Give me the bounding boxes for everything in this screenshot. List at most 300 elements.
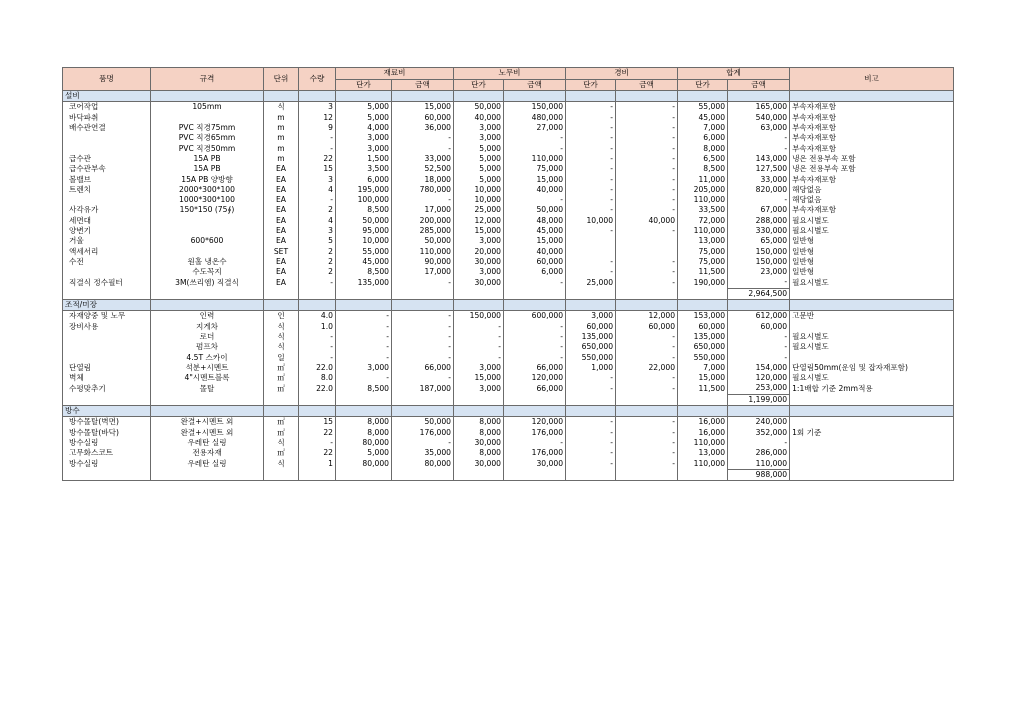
cell-qty: 22.0	[299, 383, 336, 394]
cell-expense-unit-price: -	[566, 458, 616, 469]
cell-unit: ㎡	[264, 417, 299, 428]
cell-material-unit-price: 1,500	[336, 154, 392, 164]
cell-name: 거울	[63, 236, 151, 246]
cell-total-amount: 612,000	[728, 311, 790, 322]
cell-labor-amount: -	[504, 143, 566, 153]
cell-spec: 수도꼭지	[151, 267, 264, 277]
cell-material-amount: -	[392, 342, 454, 352]
cell-unit: EA	[264, 277, 299, 288]
cell-unit: EA	[264, 236, 299, 246]
cell-labor-unit-price: -	[454, 352, 504, 362]
cell-expense-unit-price: -	[566, 373, 616, 383]
cell-name: 직결식 정수필터	[63, 277, 151, 288]
header-total: 합계	[678, 68, 790, 80]
cell-expense-unit-price: -	[566, 417, 616, 428]
cell-unit: EA	[264, 174, 299, 184]
estimate-table	[62, 67, 954, 481]
cell-labor-unit-price: 40,000	[454, 113, 504, 123]
cell-expense-unit-price: -	[566, 113, 616, 123]
cell-expense-amount: -	[616, 458, 678, 469]
cell-spec: PVC 직경75mm	[151, 123, 264, 133]
cell-labor-amount: 120,000	[504, 417, 566, 428]
cell-name: 급수관부속	[63, 164, 151, 174]
cell-note	[790, 322, 954, 332]
subtotal-empty-cell	[616, 469, 678, 480]
subtotal-empty-cell	[678, 394, 728, 405]
cell-unit: m	[264, 113, 299, 123]
section-header-empty-cell	[454, 91, 504, 102]
cell-name: 수평맞추기	[63, 383, 151, 394]
cell-expense-unit-price: -	[566, 154, 616, 164]
cell-note: 부속자재포함	[790, 123, 954, 133]
cell-labor-amount: -	[504, 438, 566, 448]
section-header-row	[63, 299, 954, 310]
cell-material-unit-price: 3,000	[336, 133, 392, 143]
section-title: 방수	[63, 405, 151, 416]
cell-spec: 완결+시멘트 외	[151, 417, 264, 428]
table-row	[63, 428, 954, 438]
table-row	[63, 383, 954, 394]
section-header-empty-cell	[566, 405, 616, 416]
cell-spec: PVC 직경65mm	[151, 133, 264, 143]
cell-note: 필요시별도	[790, 342, 954, 352]
cell-unit: 식	[264, 458, 299, 469]
cell-labor-unit-price: 15,000	[454, 226, 504, 236]
cell-qty: 2	[299, 267, 336, 277]
cell-qty: -	[299, 342, 336, 352]
cell-name: 트렌치	[63, 185, 151, 195]
cell-total-amount: 240,000	[728, 417, 790, 428]
cell-labor-unit-price: 3,000	[454, 123, 504, 133]
cell-spec: 전용자재	[151, 448, 264, 458]
cell-expense-amount: -	[616, 113, 678, 123]
table-row	[63, 373, 954, 383]
table-row	[63, 363, 954, 373]
cell-material-unit-price: 8,500	[336, 267, 392, 277]
cell-qty: 4	[299, 216, 336, 226]
table-row	[63, 267, 954, 277]
cell-expense-unit-price: -	[566, 164, 616, 174]
cell-total-amount: 820,000	[728, 185, 790, 195]
cell-spec: 2000*300*100	[151, 185, 264, 195]
cell-expense-amount: 12,000	[616, 311, 678, 322]
section-header-row	[63, 405, 954, 416]
table-row	[63, 133, 954, 143]
cell-unit: SET	[264, 246, 299, 256]
subtotal-row	[63, 394, 954, 405]
cell-material-amount: -	[392, 277, 454, 288]
table-row	[63, 236, 954, 246]
section-header-empty-cell	[616, 91, 678, 102]
cell-total-unit-price: 72,000	[678, 216, 728, 226]
cell-expense-unit-price	[566, 246, 616, 256]
cell-total-unit-price: 7,000	[678, 123, 728, 133]
cell-material-amount: 90,000	[392, 257, 454, 267]
cell-spec	[151, 246, 264, 256]
cell-material-unit-price: 95,000	[336, 226, 392, 236]
cell-expense-unit-price: 1,000	[566, 363, 616, 373]
cell-spec: 105mm	[151, 102, 264, 113]
section-header-empty-cell	[454, 405, 504, 416]
cell-material-amount: 17,000	[392, 205, 454, 215]
table-row	[63, 458, 954, 469]
cell-note: 해당없음	[790, 185, 954, 195]
cell-material-amount: -	[392, 322, 454, 332]
cell-name	[63, 342, 151, 352]
cell-total-amount: 286,000	[728, 448, 790, 458]
section-header-empty-cell	[454, 299, 504, 310]
cell-material-unit-price: 10,000	[336, 236, 392, 246]
cell-expense-amount: -	[616, 143, 678, 153]
cell-total-amount: 127,500	[728, 164, 790, 174]
cell-note: 필요시별도	[790, 226, 954, 236]
subtotal-empty-cell	[63, 394, 151, 405]
cell-expense-unit-price: -	[566, 195, 616, 205]
cell-spec: 1000*300*100	[151, 195, 264, 205]
cell-labor-amount: 48,000	[504, 216, 566, 226]
section-header-empty-cell	[151, 405, 264, 416]
table-body	[63, 91, 954, 481]
cell-material-unit-price: 195,000	[336, 185, 392, 195]
cell-material-amount: -	[392, 133, 454, 143]
cell-expense-amount: 40,000	[616, 216, 678, 226]
header-spec: 규격	[151, 68, 264, 91]
cell-total-amount: 143,000	[728, 154, 790, 164]
cell-total-unit-price: 15,000	[678, 373, 728, 383]
cell-note: 부속자재포함	[790, 102, 954, 113]
cell-spec: 3M(쓰리엠) 직결식	[151, 277, 264, 288]
cell-labor-unit-price: 5,000	[454, 143, 504, 153]
subtotal-amount: 988,000	[728, 469, 790, 480]
cell-material-unit-price: 50,000	[336, 216, 392, 226]
cell-material-unit-price: 5,000	[336, 448, 392, 458]
cell-material-amount: -	[392, 311, 454, 322]
cell-material-amount: -	[392, 352, 454, 362]
cell-spec: 우레탄 실링	[151, 458, 264, 469]
header-qty: 수량	[299, 68, 336, 91]
cell-note: 고문반	[790, 311, 954, 322]
cell-material-amount: 52,500	[392, 164, 454, 174]
cell-expense-unit-price: -	[566, 185, 616, 195]
cell-unit: m	[264, 154, 299, 164]
cell-qty: 2	[299, 246, 336, 256]
subtotal-empty-cell	[299, 394, 336, 405]
cell-name: 액세서리	[63, 246, 151, 256]
cell-expense-amount: -	[616, 332, 678, 342]
cell-total-amount: 23,000	[728, 267, 790, 277]
subtotal-empty-cell	[454, 394, 504, 405]
cell-note: 일반형	[790, 236, 954, 246]
cell-total-unit-price: 55,000	[678, 102, 728, 113]
cell-material-amount: 33,000	[392, 154, 454, 164]
cell-expense-unit-price: -	[566, 438, 616, 448]
cell-material-unit-price: 5,000	[336, 102, 392, 113]
cell-expense-unit-price: -	[566, 383, 616, 394]
cell-total-unit-price: 45,000	[678, 113, 728, 123]
section-header-empty-cell	[299, 299, 336, 310]
cell-total-amount: 65,000	[728, 236, 790, 246]
cell-material-amount: 35,000	[392, 448, 454, 458]
cell-qty: 22.0	[299, 363, 336, 373]
cell-total-unit-price: 190,000	[678, 277, 728, 288]
table-row	[63, 123, 954, 133]
cell-expense-unit-price: 650,000	[566, 342, 616, 352]
cell-material-amount: -	[392, 373, 454, 383]
cell-total-amount: 253,000	[728, 383, 790, 394]
cell-unit: EA	[264, 185, 299, 195]
cell-material-amount: 60,000	[392, 113, 454, 123]
cell-name: 코어작업	[63, 102, 151, 113]
cell-material-amount: 176,000	[392, 428, 454, 438]
cell-name	[63, 195, 151, 205]
header-name: 품명	[63, 68, 151, 91]
subtotal-empty-cell	[264, 394, 299, 405]
cell-labor-unit-price: 3,000	[454, 236, 504, 246]
table-row	[63, 143, 954, 153]
cell-unit: 식	[264, 342, 299, 352]
cell-material-unit-price: 8,000	[336, 428, 392, 438]
cell-note: 일반형	[790, 267, 954, 277]
cell-labor-unit-price: 30,000	[454, 438, 504, 448]
table-row	[63, 438, 954, 448]
cell-expense-amount: -	[616, 123, 678, 133]
cell-unit: EA	[264, 257, 299, 267]
table-row	[63, 322, 954, 332]
cell-material-unit-price: 4,000	[336, 123, 392, 133]
section-header-empty-cell	[678, 405, 728, 416]
subtotal-empty-cell	[392, 288, 454, 299]
cell-expense-unit-price: 10,000	[566, 216, 616, 226]
section-header-empty-cell	[504, 405, 566, 416]
cell-spec: 로더	[151, 332, 264, 342]
cell-unit: 일	[264, 352, 299, 362]
cell-qty: 22	[299, 428, 336, 438]
cell-name: 방수몰탈(벽면)	[63, 417, 151, 428]
subtotal-empty-cell	[504, 469, 566, 480]
section-header-empty-cell	[566, 91, 616, 102]
section-header-empty-cell	[151, 299, 264, 310]
section-header-empty-cell	[728, 299, 790, 310]
cell-expense-unit-price: -	[566, 102, 616, 113]
header-material-unit-price: 단가	[336, 79, 392, 91]
cell-total-unit-price: 60,000	[678, 322, 728, 332]
cell-unit: ㎡	[264, 363, 299, 373]
cell-labor-amount: 120,000	[504, 373, 566, 383]
subtotal-empty-cell	[504, 394, 566, 405]
cell-labor-amount: 60,000	[504, 257, 566, 267]
header-expense-unit-price: 단가	[566, 79, 616, 91]
cell-labor-unit-price: 3,000	[454, 267, 504, 277]
cell-qty: 8.0	[299, 373, 336, 383]
cell-total-amount: 150,000	[728, 246, 790, 256]
cell-note: 부속자재포함	[790, 133, 954, 143]
cell-spec: 4"시멘트블록	[151, 373, 264, 383]
table-row	[63, 164, 954, 174]
cell-labor-amount: 66,000	[504, 383, 566, 394]
cell-material-amount: 66,000	[392, 363, 454, 373]
subtotal-row	[63, 469, 954, 480]
cell-material-amount: 187,000	[392, 383, 454, 394]
section-header-empty-cell	[392, 405, 454, 416]
cell-labor-unit-price: 8,000	[454, 417, 504, 428]
cell-spec: 지게차	[151, 322, 264, 332]
cell-labor-unit-price: 30,000	[454, 458, 504, 469]
section-header-empty-cell	[392, 91, 454, 102]
cell-material-amount: -	[392, 143, 454, 153]
cell-labor-amount: 40,000	[504, 185, 566, 195]
cell-total-unit-price: 75,000	[678, 257, 728, 267]
subtotal-empty-cell	[678, 469, 728, 480]
cell-unit: 식	[264, 438, 299, 448]
subtotal-empty-cell	[392, 469, 454, 480]
cell-expense-amount: -	[616, 267, 678, 277]
subtotal-empty-cell	[264, 469, 299, 480]
cell-note	[790, 438, 954, 448]
section-header-empty-cell	[336, 405, 392, 416]
cell-name: 방수실링	[63, 458, 151, 469]
cell-spec: 4.5T 스카이	[151, 352, 264, 362]
header-expense-amount: 금액	[616, 79, 678, 91]
subtotal-empty-cell	[299, 469, 336, 480]
cell-material-amount: -	[392, 195, 454, 205]
cell-total-unit-price: 110,000	[678, 438, 728, 448]
header-total-unit-price: 단가	[678, 79, 728, 91]
subtotal-empty-cell	[504, 288, 566, 299]
cell-expense-amount: -	[616, 102, 678, 113]
subtotal-empty-cell	[790, 394, 954, 405]
cell-material-unit-price: -	[336, 332, 392, 342]
cell-unit: m	[264, 143, 299, 153]
cell-expense-unit-price: -	[566, 428, 616, 438]
cell-material-amount: 285,000	[392, 226, 454, 236]
cell-qty: 15	[299, 417, 336, 428]
cell-total-amount: -	[728, 133, 790, 143]
cell-labor-unit-price: 12,000	[454, 216, 504, 226]
cell-total-unit-price: 11,500	[678, 267, 728, 277]
cell-labor-unit-price: -	[454, 342, 504, 352]
cell-labor-unit-price: 8,000	[454, 448, 504, 458]
subtotal-empty-cell	[566, 288, 616, 299]
cell-spec	[151, 113, 264, 123]
cell-note: 해당없음	[790, 195, 954, 205]
cell-name	[63, 133, 151, 143]
section-header-empty-cell	[728, 405, 790, 416]
cell-labor-unit-price: -	[454, 322, 504, 332]
cell-name	[63, 267, 151, 277]
cell-labor-amount: -	[504, 342, 566, 352]
cell-name	[63, 332, 151, 342]
cell-note: 냉온 전용부속 포함	[790, 154, 954, 164]
cell-expense-amount: 60,000	[616, 322, 678, 332]
cell-labor-amount: 30,000	[504, 458, 566, 469]
cell-spec: 인력	[151, 311, 264, 322]
cell-total-unit-price: 13,000	[678, 236, 728, 246]
cell-material-unit-price: 5,000	[336, 113, 392, 123]
table-row	[63, 257, 954, 267]
header-total-amount: 금액	[728, 79, 790, 91]
section-header-empty-cell	[790, 405, 954, 416]
table-row	[63, 185, 954, 195]
section-header-empty-cell	[616, 405, 678, 416]
cell-expense-unit-price: 135,000	[566, 332, 616, 342]
subtotal-amount: 2,964,500	[728, 288, 790, 299]
cell-labor-unit-price: 5,000	[454, 154, 504, 164]
cell-total-unit-price: 8,000	[678, 143, 728, 153]
cell-note: 부속자재포함	[790, 205, 954, 215]
cell-total-unit-price: 33,500	[678, 205, 728, 215]
cell-expense-amount: -	[616, 277, 678, 288]
header-material: 재료비	[336, 68, 454, 80]
cell-labor-unit-price: 8,000	[454, 428, 504, 438]
cell-labor-amount: -	[504, 332, 566, 342]
cell-unit: EA	[264, 226, 299, 236]
table-row	[63, 174, 954, 184]
cell-material-unit-price: 8,000	[336, 417, 392, 428]
cell-labor-amount: 45,000	[504, 226, 566, 236]
cell-material-amount: 18,000	[392, 174, 454, 184]
subtotal-empty-cell	[264, 288, 299, 299]
subtotal-empty-cell	[790, 469, 954, 480]
cell-note: 1회 기준	[790, 428, 954, 438]
cell-material-unit-price: -	[336, 352, 392, 362]
cell-name: 배수관연결	[63, 123, 151, 133]
cell-material-unit-price: 100,000	[336, 195, 392, 205]
cell-qty: 22	[299, 448, 336, 458]
cell-qty: 9	[299, 123, 336, 133]
cell-labor-amount: -	[504, 352, 566, 362]
cell-qty: -	[299, 352, 336, 362]
cell-total-amount: -	[728, 342, 790, 352]
cell-material-amount: -	[392, 332, 454, 342]
cell-material-unit-price: 3,000	[336, 143, 392, 153]
subtotal-row	[63, 288, 954, 299]
table-row	[63, 342, 954, 352]
cell-total-amount: 63,000	[728, 123, 790, 133]
cell-material-unit-price: 8,500	[336, 205, 392, 215]
cell-material-amount: 110,000	[392, 246, 454, 256]
cell-expense-amount: -	[616, 383, 678, 394]
cell-spec: 150*150 (75∮)	[151, 205, 264, 215]
section-header-empty-cell	[336, 91, 392, 102]
cell-total-unit-price: 110,000	[678, 195, 728, 205]
cell-qty: 22	[299, 154, 336, 164]
cell-unit: 식	[264, 102, 299, 113]
cell-total-unit-price: 153,000	[678, 311, 728, 322]
subtotal-empty-cell	[616, 394, 678, 405]
section-header-empty-cell	[616, 299, 678, 310]
cell-qty: 2	[299, 205, 336, 215]
table-row	[63, 448, 954, 458]
cell-total-unit-price: 110,000	[678, 226, 728, 236]
cell-total-amount: 150,000	[728, 257, 790, 267]
cell-labor-amount: -	[504, 322, 566, 332]
subtotal-empty-cell	[63, 469, 151, 480]
cell-total-unit-price: 550,000	[678, 352, 728, 362]
cell-qty: -	[299, 133, 336, 143]
cell-unit: EA	[264, 164, 299, 174]
subtotal-empty-cell	[151, 394, 264, 405]
cell-material-unit-price: 3,500	[336, 164, 392, 174]
cell-total-unit-price: 8,500	[678, 164, 728, 174]
cell-material-unit-price: 135,000	[336, 277, 392, 288]
cell-total-amount: 60,000	[728, 322, 790, 332]
cell-qty: -	[299, 438, 336, 448]
cell-material-unit-price: -	[336, 311, 392, 322]
cell-material-unit-price: 80,000	[336, 438, 392, 448]
cell-total-amount: -	[728, 143, 790, 153]
cell-expense-amount: -	[616, 352, 678, 362]
cell-total-unit-price: 16,000	[678, 417, 728, 428]
